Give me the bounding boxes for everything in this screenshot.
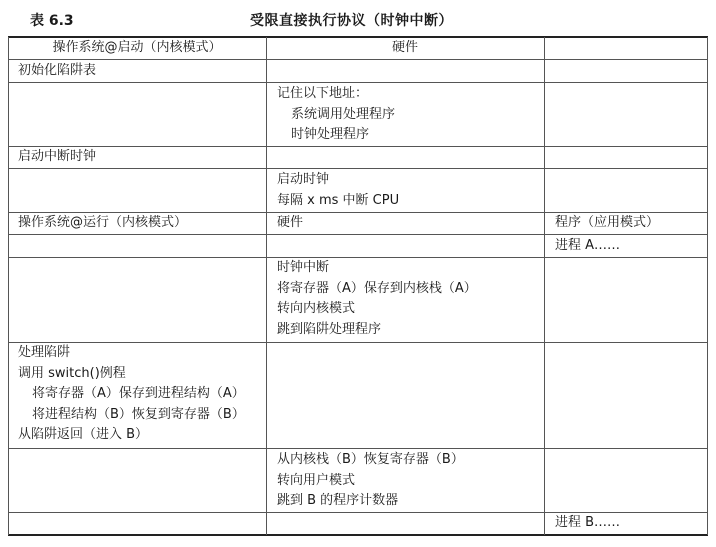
table-title: 受限直接执行协议（时钟中断） — [250, 13, 453, 29]
cell-line: 操作系统@运行（内核模式） — [18, 215, 188, 230]
cell-line: 跳到 B 的程序计数器 — [277, 493, 399, 508]
header-hardware: 硬件 — [391, 40, 418, 55]
row-divider — [8, 448, 708, 449]
cell-line: 处理陷阱 — [18, 345, 71, 360]
cell-line: 时钟处理程序 — [291, 127, 370, 142]
row-divider — [8, 168, 708, 169]
table-cell-os — [18, 343, 245, 446]
cell-line: 转向内核模式 — [277, 301, 356, 316]
row-divider — [8, 146, 708, 147]
header-os: 操作系统@启动（内核模式） — [52, 40, 222, 55]
cell-line: 从内核栈（B）恢复寄存器（B） — [277, 452, 464, 467]
table-border-left — [8, 37, 9, 535]
table-cell-os — [18, 147, 96, 168]
cell-line: 跳到陷阱处理程序 — [277, 321, 382, 337]
column-divider-hw-prog — [544, 37, 545, 535]
cell-line: 进程 B…… — [555, 515, 621, 530]
cell-line: 将进程结构（B）恢复到寄存器（B） — [32, 406, 245, 422]
cell-line: 启动中断时钟 — [18, 149, 97, 164]
cell-line: 初始化陷阱表 — [18, 63, 97, 78]
table-cell-os — [18, 61, 96, 82]
table-cell-hardware — [277, 84, 395, 146]
cell-line: 系统调用处理程序 — [291, 106, 396, 122]
cell-line: 启动时钟 — [277, 172, 330, 187]
row-divider — [8, 82, 708, 83]
cell-line: 每隔 x ms 中断 CPU — [277, 192, 400, 208]
table-subheader-program — [555, 213, 659, 234]
cell-line: 调用 switch()例程 — [18, 365, 126, 381]
cell-line: 从陷阱返回（进入 B） — [18, 427, 149, 442]
table-subheader-hardware — [277, 213, 303, 234]
cell-line: 将寄存器（A）保存到进程结构（A） — [32, 386, 245, 401]
table-border-right — [707, 37, 708, 535]
table-number: 表 6.3 — [30, 13, 74, 29]
table-bottom-rule — [8, 534, 708, 536]
table-cell-program — [555, 236, 620, 257]
row-divider — [8, 59, 708, 60]
table-caption — [0, 10, 716, 34]
cell-line: 硬件 — [277, 215, 304, 230]
cell-line: 进程 A…… — [555, 238, 621, 253]
table-cell-hardware — [277, 170, 399, 211]
cell-line: 程序（应用模式） — [555, 215, 660, 230]
cell-line: 将寄存器（A）保存到内核栈（A） — [277, 280, 477, 296]
table-cell-program — [555, 513, 620, 534]
cell-line: 时钟中断 — [277, 260, 330, 275]
column-divider-os-hw — [266, 37, 267, 535]
cell-line: 记住以下地址： — [277, 86, 369, 101]
cell-line: 转向用户模式 — [277, 472, 356, 488]
table-subheader-os — [18, 213, 187, 234]
table-cell-hardware — [277, 450, 464, 512]
table-cell-hardware — [277, 258, 477, 340]
row-divider — [8, 234, 708, 235]
